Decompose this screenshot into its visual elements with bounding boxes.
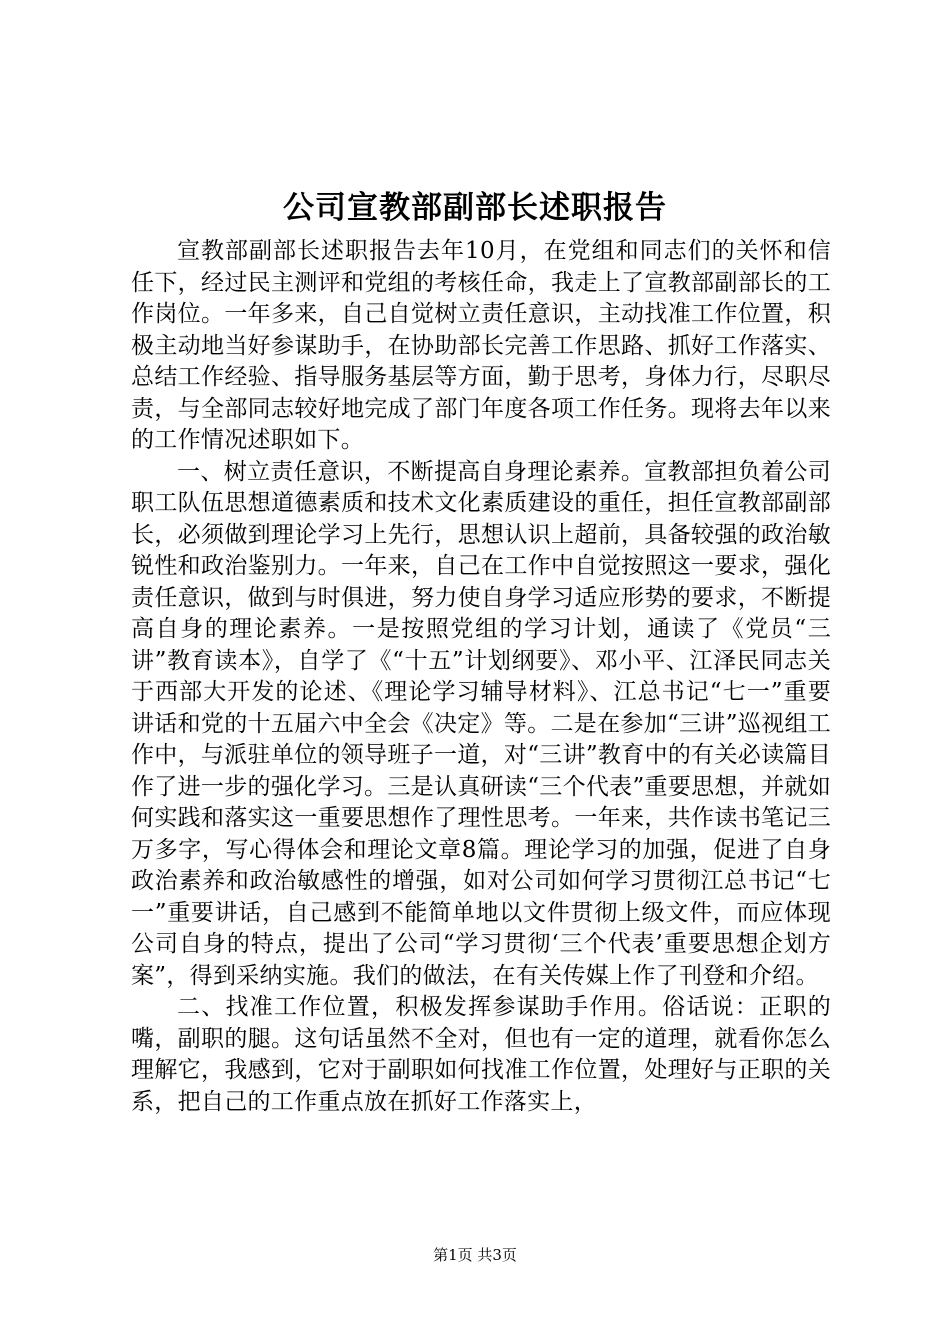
page-number-footer: 第1页 共3页 (433, 1246, 517, 1264)
paragraph-section-2: 二、找准工作位置，积极发挥参谋助手作用。俗话说：正职的嘴，副职的腿。这句话虽然不全对，但也有一定的道理，就看你怎么理解它，我感到，它对于副职如何找准工作位置，处理好与正职的关系，把自己的工作重点放在抓好工作落实上， (131, 994, 831, 1115)
paragraph-section-1: 一、树立责任意识，不断提高自身理论素养。宣教部担负着公司职工队伍思想道德素质和技术文化素质建设的重任，担任宣教部副部长，必须做到理论学习上先行，思想认识上超前，具备较强的政治敏锐性和政治鉴别力。一年来，自己在工作中自觉按照这一要求，强化责任意识，做到与时俱进，努力使自身学习适应形势的要求，不断提高自身的理论素养。一是按照党组的学习计划，通读了《党员“三讲”教育读本》，自学了《“十五”计划纲要》、邓小平、江泽民同志关于西部大开发的论述、《理论学习辅导材料》、江总书记“七一”重要讲话和党的十五届六中全会《决定》等。二是在参加“三讲”巡视组工作中，与派驻单位的领导班子一道，对“三讲”教育中的有关必读篇目作了进一步的强化学习。三是认真研读“三个代表”重要思想，并就如何实践和落实这一重要思想作了理性思考。一年来，共作读书笔记三万多字，写心得体会和理论文章8篇。理论学习的加强，促进了自身政治素养和政治敏感性的增强，如对公司如何学习贯彻江总书记“七一”重要讲话，自己感到不能简单地以文件贯彻上级文件，而应体现公司自身的特点，提出了公司“学习贯彻‘三个代表’重要思想企划方案”，得到采纳实施。我们的做法，在有关传媒上作了刊登和介绍。 (131, 458, 831, 989)
document-body (131, 236, 831, 1118)
document-title: 公司宣教部副部长述职报告 (283, 190, 667, 226)
paragraph-intro: 宣教部副部长述职报告去年10月，在党组和同志们的关怀和信任下，经过民主测评和党组的考核任命，我走上了宣教部副部长的工作岗位。一年多来，自己自觉树立责任意识，主动找准工作位置，积极主动地当好参谋助手，在协助部长完善工作思路、抓好工作落实、总结工作经验、指导服务基层等方面，勤于思考，身体力行，尽职尽责，与全部同志较好地完成了部门年度各项工作任务。现将去年以来的工作情况述职如下。 (131, 238, 831, 453)
